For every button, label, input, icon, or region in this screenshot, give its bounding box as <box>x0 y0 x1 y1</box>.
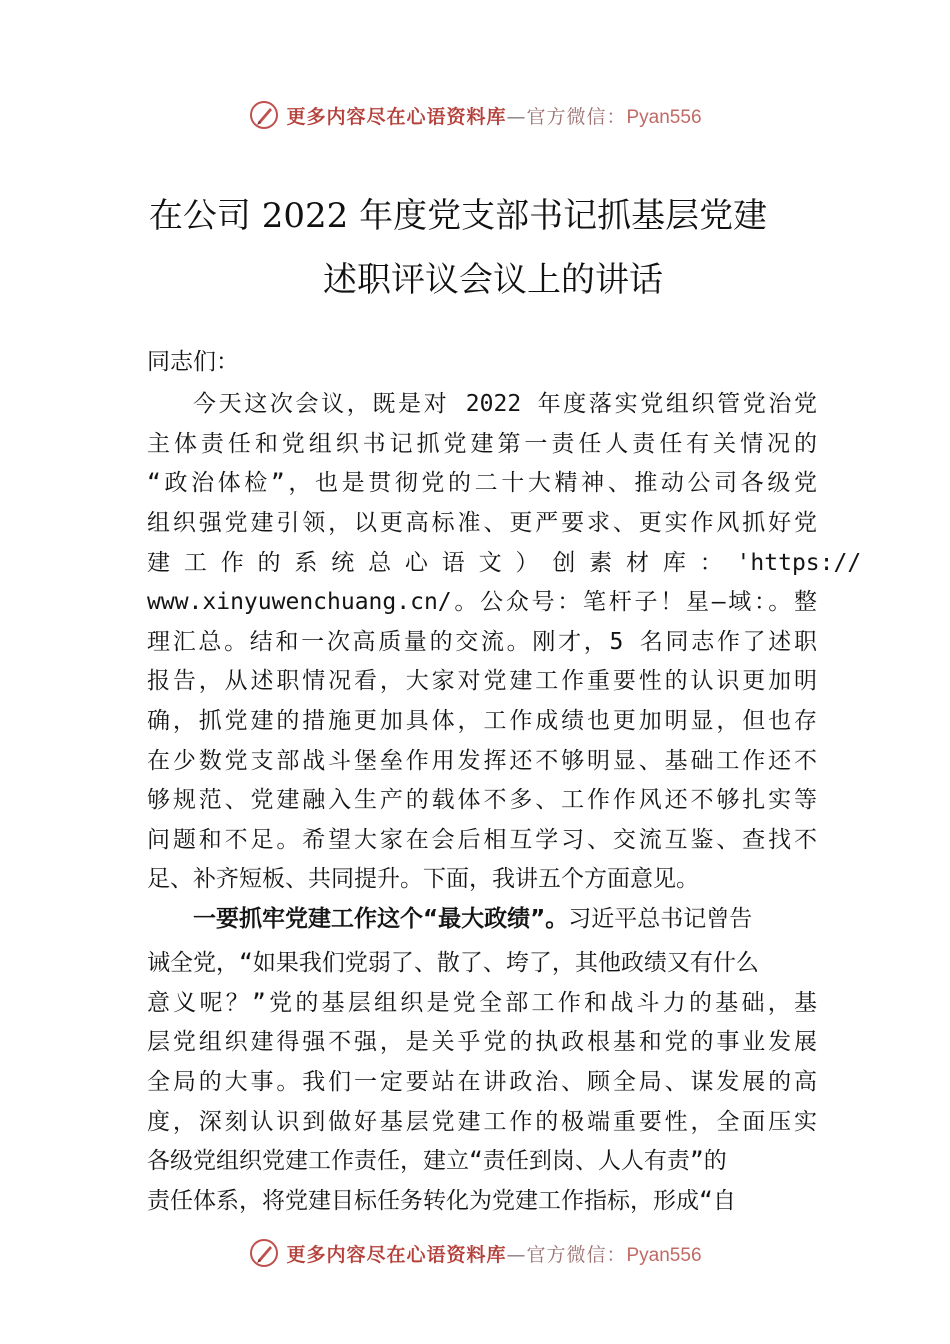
section1-line: 各级党组织党建工作责任，建立“责任到岗、人人有责”的 <box>147 1148 727 1174</box>
document-title-line1: 在公司 2022 年度党支部书记抓基层党建 <box>148 196 768 236</box>
banner-wechat-id: Pyan556 <box>626 1244 702 1266</box>
paragraph1-line: “政治体检”，也是贯彻党的二十大精神、推动公司各级党 <box>147 470 817 496</box>
paragraph1-line: 主体责任和党组织书记抓党建第一责任人责任有关情况的 <box>147 431 817 457</box>
banner-wechat-id: Pyan556 <box>626 106 702 128</box>
paragraph1-line: 够规范、党建融入生产的载体不多、工作作风还不够扎实等 <box>147 787 817 813</box>
paragraph1-line: 今天这次会议，既是对 2022 年度落实党组织管党治党 <box>193 391 817 417</box>
salutation: 同志们： <box>147 349 239 375</box>
section1-line: 全局的大事。我们一定要站在讲政治、顾全局、谋发展的高 <box>147 1069 817 1095</box>
quill-logo-icon <box>248 1237 280 1269</box>
section1-first-line-rest: 习近平总书记曾告 <box>568 906 753 932</box>
section1-line: 责任体系，将党建目标任务转化为党建工作指标，形成“自 <box>147 1188 736 1214</box>
paragraph1-line: www.xinyuwenchuang.cn/。公众号：笔杆子！星—域：。整 <box>147 589 817 615</box>
quill-logo-icon <box>248 99 280 131</box>
header-banner <box>0 95 950 135</box>
paragraph1-line: 确，抓党建的措施更加具体，工作成绩也更加明显，但也存 <box>147 708 817 734</box>
section1-heading: 一要抓牢党建工作这个“最大政绩”。 <box>193 906 569 932</box>
paragraph1-line: 理汇总。结和一次高质量的交流。刚才，5 名同志作了述职 <box>147 629 817 655</box>
document-title-line2: 述职评议会议上的讲话 <box>323 260 663 300</box>
section1-line: 层党组织建得强不强，是关乎党的执政根基和党的事业发展 <box>147 1029 817 1055</box>
banner-wechat-label: 官方微信： <box>526 1243 627 1266</box>
banner-text <box>286 102 701 129</box>
banner-wechat-label: 官方微信： <box>526 105 627 128</box>
paragraph1-line: 在少数党支部战斗堡垒作用发挥还不够明显、基础工作还不 <box>147 748 817 774</box>
section1-line: 意义呢？”党的基层组织是党全部工作和战斗力的基础，基 <box>147 990 817 1016</box>
paragraph1-line: 建 工 作 的 系 统 总 心 语 文 ） 创 素 材 库 ： 'https:// <box>147 550 862 576</box>
banner-separator: — <box>506 105 527 128</box>
section1-first-line <box>193 904 752 934</box>
paragraph1-line: 组织强党建引领，以更高标准、更严要求、更实作风抓好党 <box>147 510 817 536</box>
banner-library-name: 更多内容尽在心语资料库 <box>286 105 507 128</box>
banner-text <box>286 1240 701 1267</box>
banner-library-name: 更多内容尽在心语资料库 <box>286 1243 507 1266</box>
paragraph1-line: 足、补齐短板、共同提升。下面，我讲五个方面意见。 <box>147 866 699 892</box>
paragraph1-line: 问题和不足。希望大家在会后相互学习、交流互鉴、查找不 <box>147 827 817 853</box>
section1-line: 度，深刻认识到做好基层党建工作的极端重要性，全面压实 <box>147 1109 817 1135</box>
footer-banner <box>0 1233 950 1273</box>
banner-separator: — <box>506 1243 527 1266</box>
paragraph1-line: 报告，从述职情况看，大家对党建工作重要性的认识更加明 <box>147 668 817 694</box>
section1-line: 诫全党，“如果我们党弱了、散了、垮了，其他政绩又有什么 <box>147 950 759 976</box>
